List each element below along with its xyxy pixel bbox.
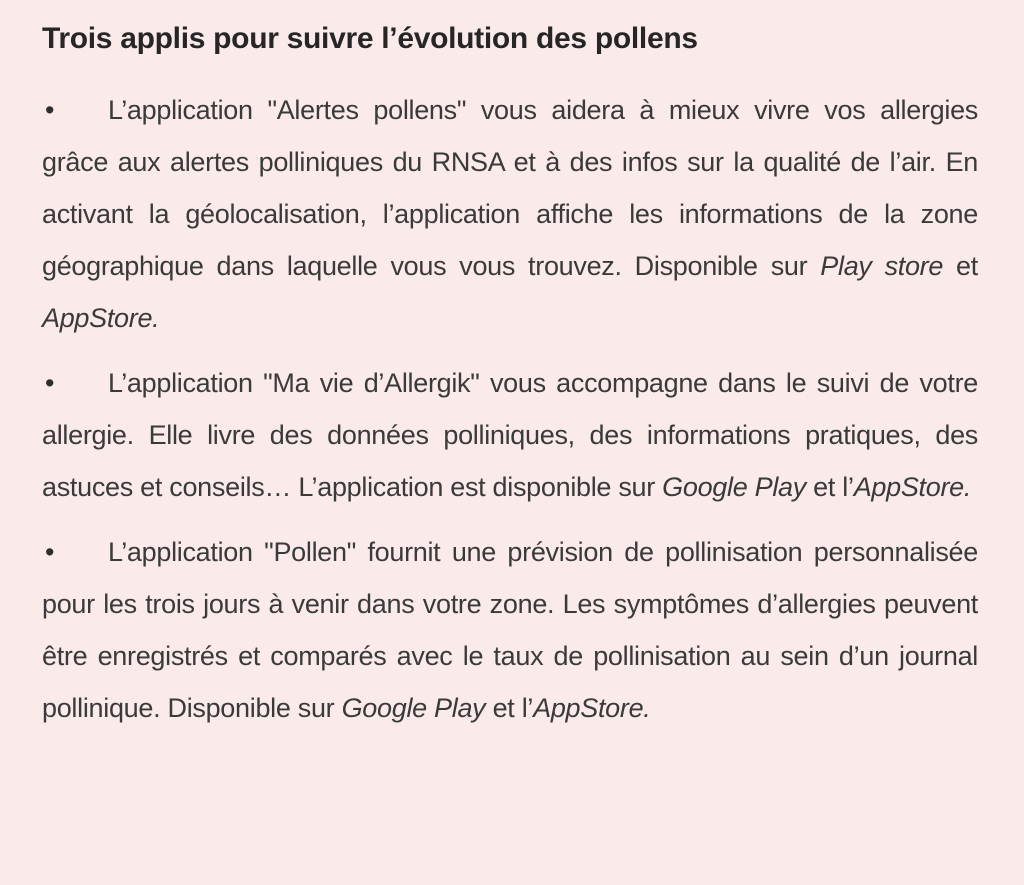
store-name-italic: Google Play	[662, 472, 806, 502]
bullet-text	[42, 368, 978, 502]
bullet-icon: •	[45, 95, 55, 125]
store-name-italic: AppStore.	[853, 472, 972, 502]
bullet-item	[42, 526, 978, 734]
bullet-text-segment: et l’	[805, 472, 854, 502]
article-title: Trois applis pour suivre l’évolution des pollens	[42, 22, 698, 55]
bullet-list	[42, 84, 978, 734]
bullet-text-segment: et	[943, 251, 978, 281]
bullet-text	[42, 537, 978, 723]
bullet-text-segment: et l’	[485, 693, 534, 723]
bullet-item	[42, 84, 978, 344]
bullet-item	[42, 357, 978, 513]
bullet-text	[42, 95, 978, 333]
store-name-italic: Google Play	[341, 693, 486, 723]
store-name-italic: AppStore.	[533, 693, 651, 723]
bullet-text-segment: L’application "Ma vie d’Allergik" vous accompagne dans le suivi de votre allergie. Elle livre des données polliniques, des informations pratiques, des astuces et conseils… L’application est disponible sur	[42, 368, 978, 502]
store-name-italic: Play store	[820, 251, 944, 281]
bullet-icon: •	[45, 368, 55, 398]
store-name-italic: AppStore.	[42, 303, 160, 333]
bullet-icon: •	[45, 537, 55, 567]
bullet-text-segment: L’application "Pollen" fournit une prévision de pollinisation personnalisée pour les trois jours à venir dans votre zone. Les symptômes d’allergies peuvent être enregistrés et comparés avec le taux de pollinisation au sein d’un journal pollinique. Disponible sur	[42, 537, 978, 723]
bullet-text-segment: L’application "Alertes pollens" vous aidera à mieux vivre vos allergies grâce aux alertes polliniques du RNSA et à des infos sur la qualité de l’air. En activant la géolocalisation, l’application affiche les informations de la zone géographique dans laquelle vous vous trouvez. Disponible sur	[42, 95, 978, 281]
